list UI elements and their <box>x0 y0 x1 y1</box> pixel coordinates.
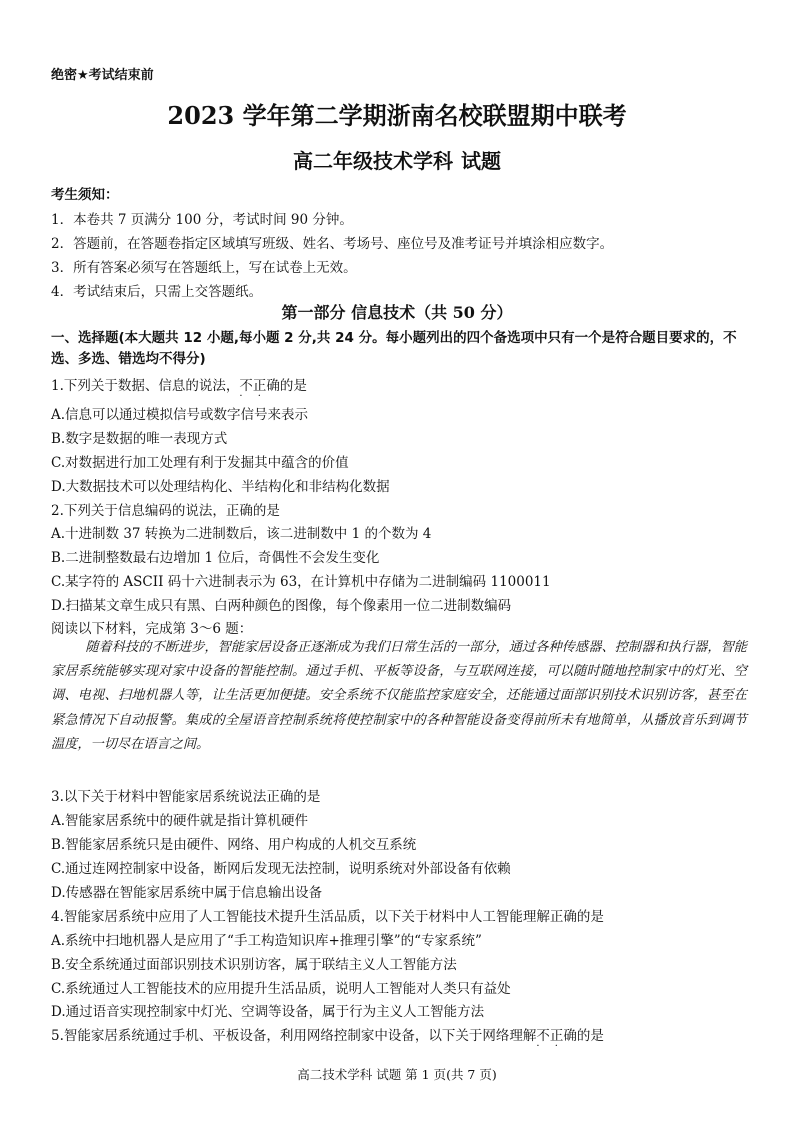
q2-option-d: D.扫描某文章生成只有黑、白两种颜色的图像，每个像素用一位二进制数编码 <box>51 598 512 614</box>
notice-heading: 考生须知： <box>51 187 119 203</box>
q1-stem-after: 确的是 <box>266 378 307 394</box>
question-5-stem <box>51 1024 604 1044</box>
subtitle-subject: 高二年级技术学科 <box>293 149 453 173</box>
q3-option-b: B.智能家居系统只是由硬件、网络、用户构成的人机交互系统 <box>51 837 417 853</box>
q4-option-b: B.安全系统通过面部识别技术识别访客，属于联结主义人工智能方法 <box>51 957 457 973</box>
q1-option-b: B.数字是数据的唯一表现方式 <box>51 431 228 447</box>
reading-passage: 随着科技的不断进步，智能家居设备正逐渐成为我们日常生活的一部分，通过各种传感器、控制器和执行器，智能家居系统能够实现对家中设备的智能控制。通过手机、平板等设备，与互联网连接，可以随时随地控制家中的灯光、空调、电视、扫地机器人等，让生活更加便捷。安全系统不仅能监控家庭安全，还能通过面部识别技术识别访客，甚至在紧急情况下自动报警。集成的全屋语音控制系统将使控制家中的各种智能设备变得前所未有地简单，从播放音乐到调节温度，一切尽在语言之间。 <box>51 640 747 752</box>
question-3-stem: 3.以下关于材料中智能家居系统说法正确的是 <box>51 789 321 805</box>
q3-option-c: C.通过连网控制家中设备，断网后发现无法控制，说明系统对外部设备有依赖 <box>51 861 511 877</box>
q5-stem-before: 5.智能家居系统通过手机、平板设备，利用网络控制家中设备，以下关于网络理解 <box>51 1028 537 1044</box>
q2-option-a: A.十进制数 37 转换为二进制数后，该二进制数中 1 的个数为 4 <box>51 526 432 542</box>
q4-option-d: D.通过语音实现控制家中灯光、空调等设备，属于行为主义人工智能方法 <box>51 1004 485 1020</box>
notice-item: 4．考试结束后，只需上交答题纸。 <box>51 284 263 300</box>
notice-item: 2．答题前，在答题卷指定区域填写班级、姓名、考场号、座位号及准考证号并填涂相应数字。 <box>51 236 614 252</box>
exam-title: 2023 学年第二学期浙南名校联盟期中联考 <box>167 101 627 130</box>
q1-option-d: D.大数据技术可以处理结构化、半结构化和非结构化数据 <box>51 479 390 495</box>
confidential-label: 绝密★考试结束前 <box>51 68 154 83</box>
q2-option-b: B.二进制整数最右边增加 1 位后，奇偶性不会发生变化 <box>51 550 380 566</box>
q3-option-a: A.智能家居系统中的硬件就是指计算机硬件 <box>51 813 309 829</box>
question-2-stem: 2.下列关于信息编码的说法，正确的是 <box>51 503 280 519</box>
q1-option-c: C.对数据进行加工处理有利于发掘其中蕴含的价值 <box>51 455 349 471</box>
q1-stem-emphasis: 不正 · · <box>239 378 266 394</box>
q1-stem-before: 1.下列关于数据、信息的说法， <box>51 378 240 394</box>
q2-option-c: C.某字符的 ASCII 码十六进制表示为 63，在计算机中存储为二进制编码 1100011 <box>51 574 551 590</box>
q5-stem-emphasis: 不正 · · <box>536 1028 563 1044</box>
q4-option-c: C.系统通过人工智能技术的应用提升生活品质，说明人工智能对人类只有益处 <box>51 981 511 997</box>
notice-item: 3．所有答案必须写在答题纸上，写在试卷上无效。 <box>51 260 357 276</box>
section-heading: 一、选择题(本大题共 12 小题,每小题 2 分,共 24 分。每小题列出的四个备选项中只有一个是符合题目要求的，不选、多选、错选均不得分) <box>51 330 737 367</box>
q4-option-a: A.系统中扫地机器人是应用了“手工构造知识库+推理引擎”的“专家系统” <box>51 933 482 949</box>
q3-option-d: D.传感器在智能家居系统中属于信息输出设备 <box>51 885 323 901</box>
exam-subtitle <box>0 145 794 174</box>
page-footer: 高二技术学科 试题 第 1 页(共 7 页) <box>297 1067 497 1082</box>
question-1-stem <box>51 374 307 394</box>
subtitle-paper: 试题 <box>461 149 501 173</box>
reading-intro: 阅读以下材料，完成第 3～6 题： <box>51 621 253 637</box>
question-4-stem: 4.智能家居系统中应用了人工智能技术提升生活品质，以下关于材料中人工智能理解正确的是 <box>51 909 604 925</box>
part-title: 第一部分 信息技术（共 50 分） <box>281 303 513 322</box>
q1-option-a: A.信息可以通过模拟信号或数字信号来表示 <box>51 407 309 423</box>
q5-stem-after: 确的是 <box>563 1028 604 1044</box>
notice-item: 1．本卷共 7 页满分 100 分，考试时间 90 分钟。 <box>51 212 353 228</box>
